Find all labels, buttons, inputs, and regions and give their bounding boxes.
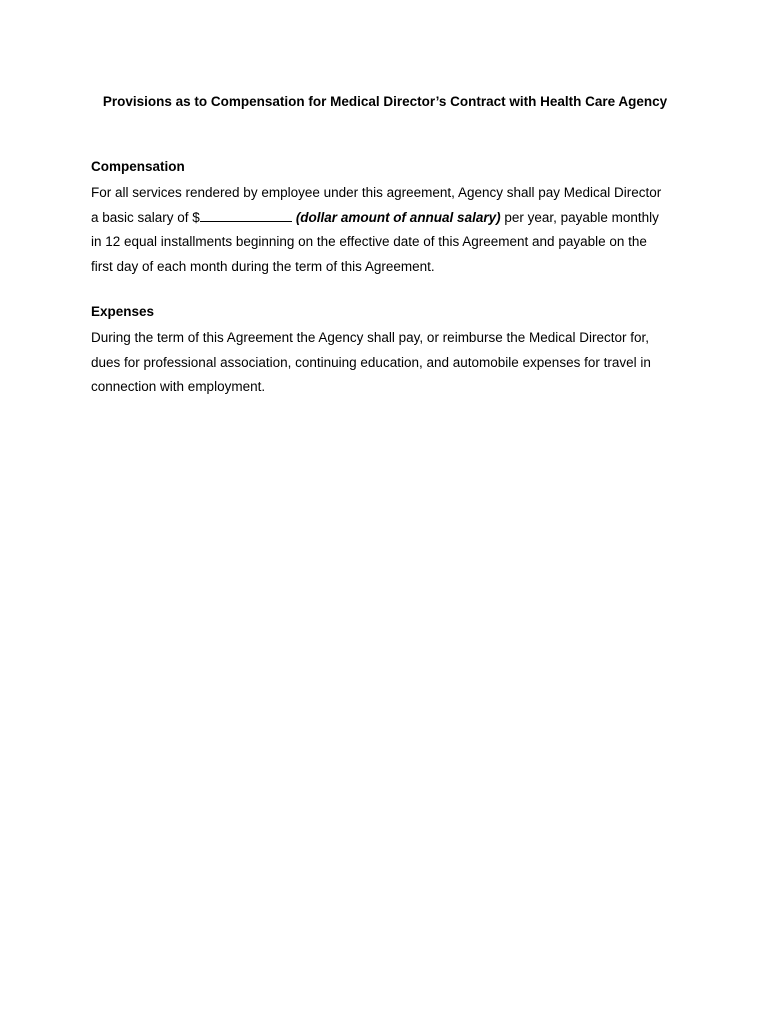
compensation-line-1: For all services rendered by employee under this agreement, Agency shall pay Medical Director <box>91 185 662 200</box>
compensation-line-2 <box>91 206 691 231</box>
expenses-line-1: During the term of this Agreement the Agency shall pay, or reimburse the Medical Director for, <box>91 330 650 345</box>
expenses-line-3: connection with employment. <box>91 379 266 394</box>
compensation-line-3: in 12 equal installments beginning on the effective date of this Agreement and payable on the <box>91 234 647 249</box>
compensation-section <box>91 157 691 279</box>
expenses-heading: Expenses <box>91 304 155 319</box>
compensation-heading: Compensation <box>91 159 185 174</box>
salary-prefix: a basic salary of $ <box>91 209 200 225</box>
salary-suffix: per year, payable monthly <box>500 209 659 225</box>
expenses-section <box>91 302 691 400</box>
document-title: Provisions as to Compensation for Medical Director’s Contract with Health Care Agency <box>102 94 668 109</box>
salary-placeholder-note: (dollar amount of annual salary) <box>295 209 501 225</box>
salary-blank-field[interactable] <box>200 209 292 222</box>
expenses-line-2: dues for professional association, continuing education, and automobile expenses for travel in <box>91 354 651 370</box>
compensation-line-4: first day of each month during the term of this Agreement. <box>91 258 435 274</box>
